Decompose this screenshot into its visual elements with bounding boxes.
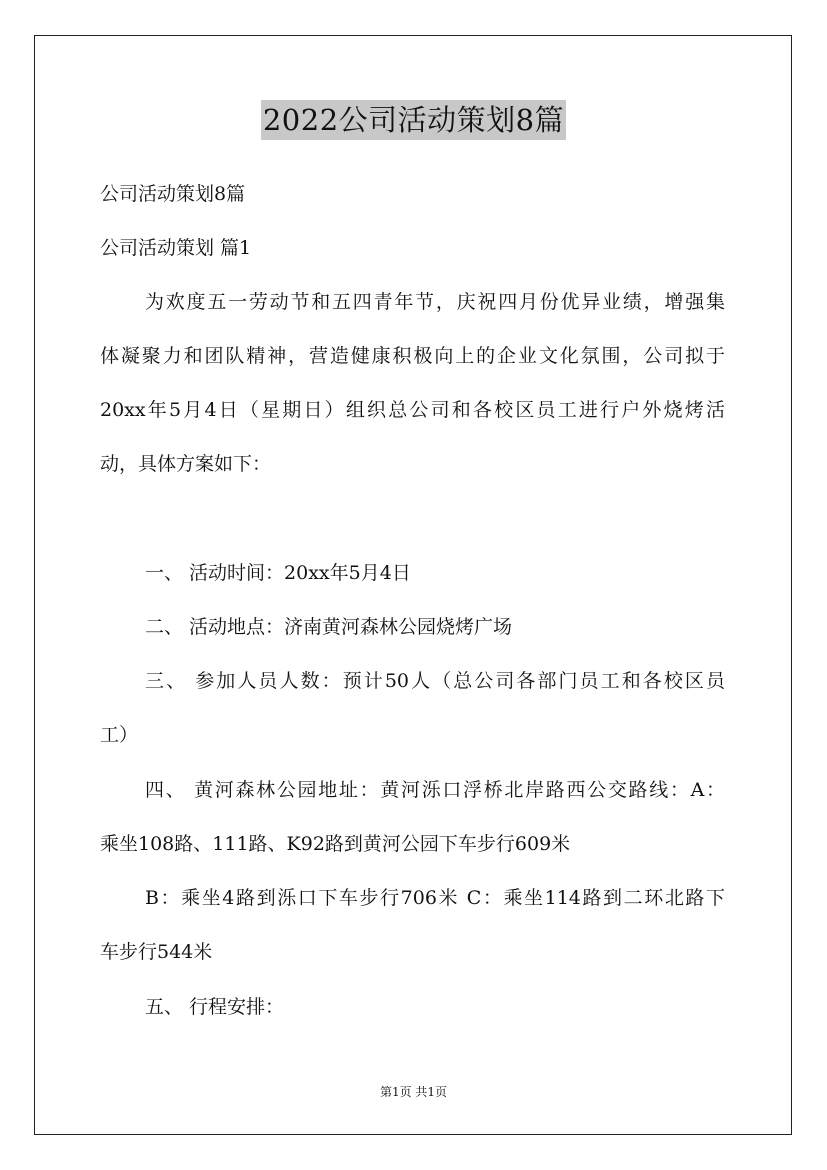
document-title: 2022公司活动策划8篇 <box>261 100 566 140</box>
item-time: 一、 活动时间：20xx年5月4日 <box>145 562 411 584</box>
title-wrap <box>0 100 827 140</box>
intro-line-1: 为欢度五一劳动节和五四青年节，庆祝四月份优异业绩，增强集 <box>145 291 725 313</box>
intro-line-4: 动，具体方案如下： <box>100 453 272 475</box>
document-subtitle: 公司活动策划8篇 <box>100 183 246 205</box>
page-footer: 第1页 共1页 <box>379 1085 448 1099</box>
item-place: 二、 活动地点：济南黄河森林公园烧烤广场 <box>145 616 513 638</box>
item-address-line-1: 四、 黄河森林公园地址：黄河泺口浮桥北岸路西公交路线：A： <box>145 779 725 801</box>
item-schedule: 五、 行程安排： <box>145 996 285 1018</box>
section-heading: 公司活动策划 篇1 <box>100 237 252 259</box>
item-address-line-2: 乘坐108路、111路、K92路到黄河公园下车步行609米 <box>100 833 571 855</box>
item-bus-line-2: 车步行544米 <box>100 941 213 963</box>
item-people-line-2: 工） <box>100 724 139 746</box>
intro-line-3: 20xx年5月4日（星期日）组织总公司和各校区员工进行户外烧烤活 <box>100 399 725 421</box>
intro-line-2: 体凝聚力和团队精神，营造健康积极向上的企业文化氛围，公司拟于 <box>100 345 725 367</box>
item-people-line-1: 三、 参加人员人数：预计50人（总公司各部门员工和各校区员 <box>145 670 725 692</box>
item-bus-line-1: B：乘坐4路到泺口下车步行706米 C：乘坐114路到二环北路下 <box>145 887 725 909</box>
